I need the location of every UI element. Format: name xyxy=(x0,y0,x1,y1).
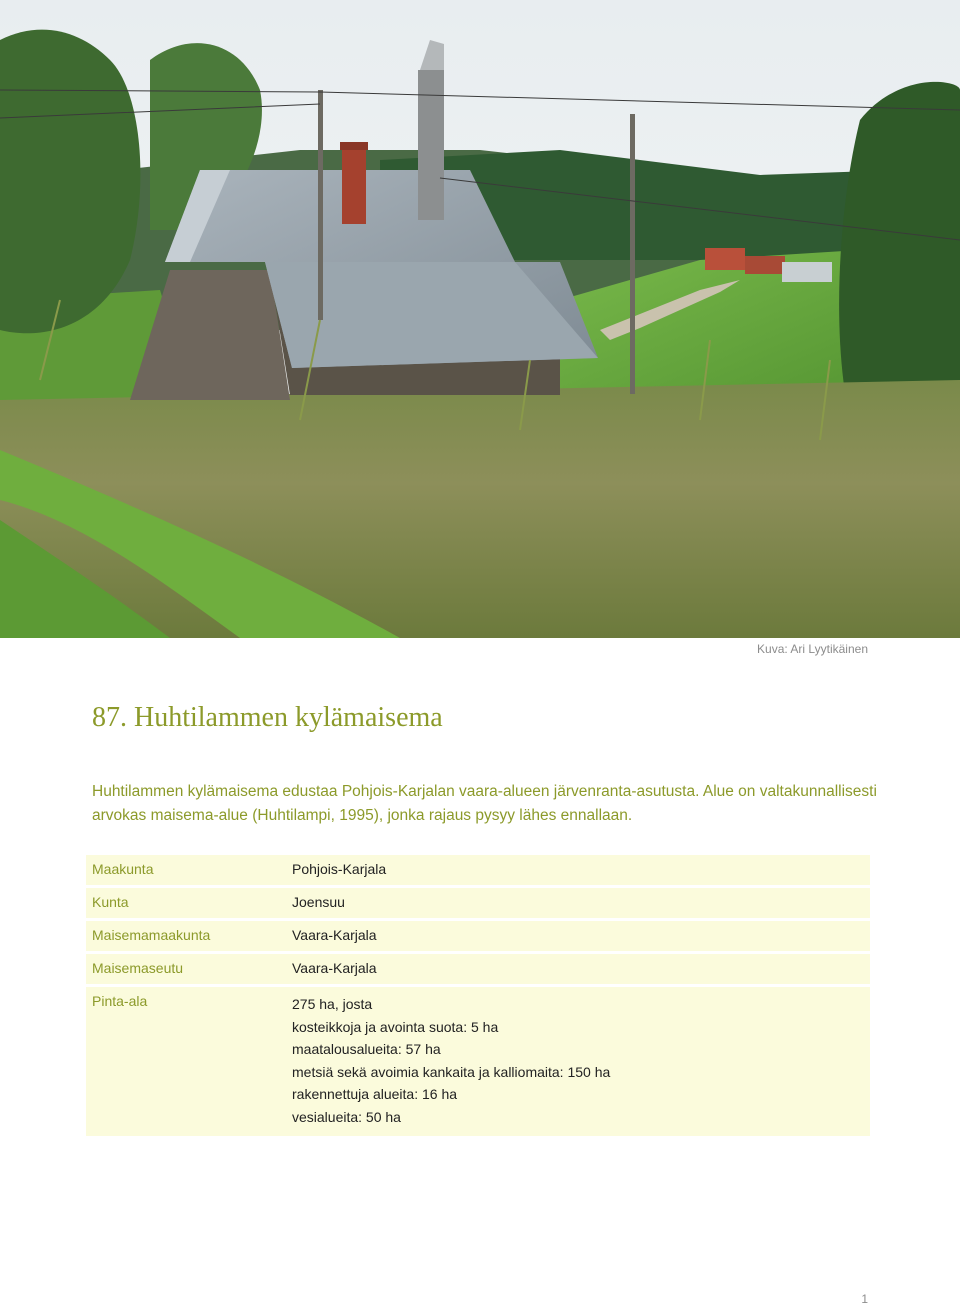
landscape-photo xyxy=(0,0,960,638)
area-forests: metsiä sekä avoimia kankaita ja kalliomaita: 150 ha xyxy=(292,1063,611,1080)
facts-row-kunta xyxy=(86,888,870,918)
area-total: 275 ha, josta xyxy=(292,996,373,1012)
facts-row-maisemaseutu xyxy=(86,954,870,984)
page-number: 1 xyxy=(861,1292,868,1306)
kunta-value: Joensuu xyxy=(286,888,870,918)
area-agricultural: maatalousalueita: 57 ha xyxy=(292,1041,441,1057)
facts-row-maakunta xyxy=(86,855,870,885)
facts-row-maisemamaakunta xyxy=(86,921,870,951)
maisemaseutu-label: Maisemaseutu xyxy=(86,954,286,984)
pinta-ala-breakdown xyxy=(286,987,870,1136)
maakunta-value: Pohjois-Karjala xyxy=(286,855,870,885)
area-wetlands: kosteikkoja ja avointa suota: 5 ha xyxy=(292,1018,499,1035)
pinta-ala-label: Pinta-ala xyxy=(86,987,286,1136)
page-title: 87. Huhtilammen kylämaisema xyxy=(92,702,443,733)
kunta-label: Kunta xyxy=(86,888,286,918)
facts-row-pinta-ala xyxy=(86,987,870,1136)
facts-table xyxy=(86,852,870,1139)
maisemamaakunta-value: Vaara-Karjala xyxy=(286,921,870,951)
intro-text: Huhtilammen kylämaisema edustaa Pohjois-Karjalan vaara-alueen järvenranta-asutusta. Alue on valtakunnallisesti arvokas maisema-alue (Huhtilampi, 1995), jonka rajaus pysyy lähes ennallaan. xyxy=(92,783,877,824)
maisemamaakunta-label: Maisemamaakunta xyxy=(86,921,286,951)
area-built: rakennettuja alueita: 16 ha xyxy=(292,1086,458,1102)
maisemaseutu-value: Vaara-Karjala xyxy=(286,954,870,984)
maakunta-label: Maakunta xyxy=(86,855,286,885)
area-water: vesialueita: 50 ha xyxy=(292,1108,401,1125)
photo-credit: Kuva: Ari Lyytikäinen xyxy=(757,642,868,656)
